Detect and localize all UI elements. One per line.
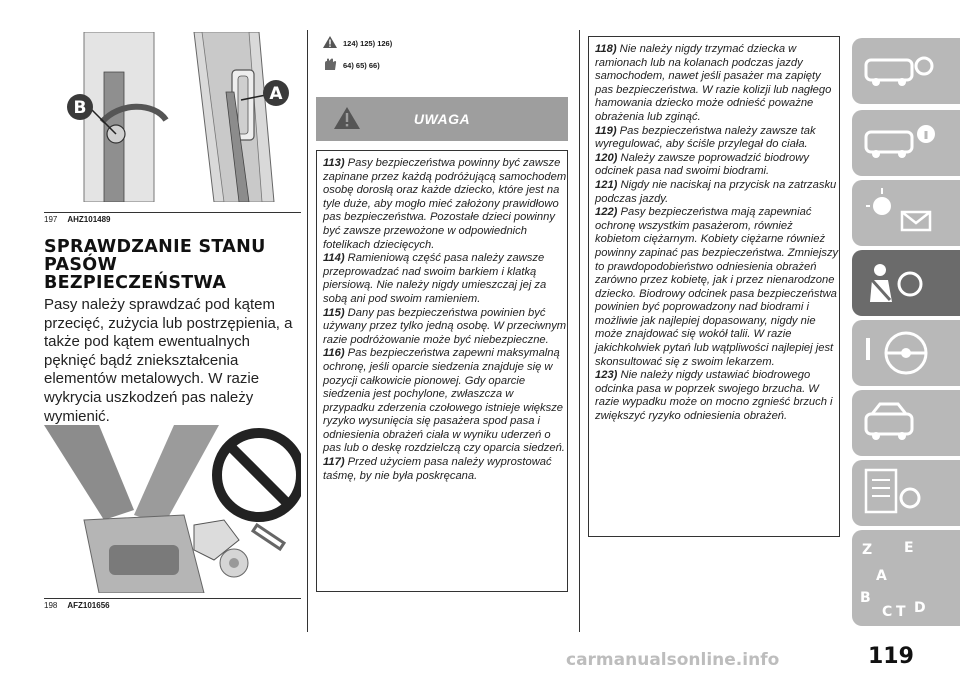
svg-text:A: A [876,568,887,584]
section-title [44,238,301,292]
page-number: 119 [868,644,914,669]
figure-caption [44,212,301,224]
warning-item: 118) Nie należy nigdy trzymać dziecka w ramionach lub na kolanach podczas jazdy samochodem, nawet jeśli pasażer ma zapięty pas bezpieczeństwa. W razie kolizji lub nagłego hamowania dziecko może odnieść poważne obrażenia lub zginąć. [595,43,832,123]
column-divider [307,30,308,632]
figure-197 [44,32,301,202]
car-breakdown-icon [852,390,960,456]
caution-refs-text: 64) 65) 66) [343,60,380,70]
figure-198 [44,425,301,593]
tab-lights-messages[interactable] [852,180,960,246]
warning-item: 116) Pas bezpieczeństwa zapewni maksymalną ochronę, jeśli oparcie siedzenia znajduje się w pozycji całkowicie pionowej. Gdy oparcie siedzenia jest pochylone, zwłaszcza w przypadku zderzenia czołowego istnieje większe ryzyko wysunięcia się pasażera spod pasa i odniesienia obrażeń ciała w wyniku uderzeń o pas lub o deskę rozdzielczą czy oparcia siedzeń. [323,347,565,455]
body-paragraph: Pasy należy sprawdzać pod kątem przecięć, zużycia lub postrzępienia, a także pod kątem ewentualnych pęknięć bądź zniekształcenia elementów metalowych. W razie wykrycia uszkodzeń pas należy wymienić. [44,296,293,425]
warning-box-col2 [588,36,840,537]
seatbelt-pillar-illustration [44,32,301,202]
warning-refs [323,36,392,50]
watermark: carmanualsonline.info [566,650,780,670]
tab-dashboard[interactable] [852,38,960,104]
warning-item: 120) Należy zawsze poprowadzić biodrowy odcinek pasa nad swoimi biodrami. [595,151,809,178]
warning-item: 121) Nigdy nie naciskaj na przycisk na zatrzasku podczas jazdy. [595,178,837,205]
warning-refs-text: 124) 125) 126) [343,38,393,48]
column-divider [579,30,580,632]
warning-item: 114) Ramieniową część pasa należy zawsze przeprowadzać nad swoim barkiem i klatką piersiową. Nie należy nigdy umieszczaj jej za sobą ani pod swoim ramieniem. [323,252,547,305]
hand-icon [323,58,337,72]
svg-text:Z: Z [862,542,873,558]
warning-title: UWAGA [413,111,471,127]
damaged-belt-illustration [44,425,301,593]
label-A: A [269,84,283,104]
warning-item: 115) Dany pas bezpieczeństwa powinien być używany przez tylko jedną osobę. W przeciwnym razie podróżowanie może być niebezpieczne. [323,306,567,346]
figure-number: 198 [44,601,58,610]
section-title-line-2: PASÓW [44,255,118,275]
figure-number: 197 [44,215,58,224]
warning-item: 117) Przed użyciem pasa należy wyprostować taśmę, by nie była poskręcana. [323,456,552,482]
warning-item: 123) Nie należy nigdy ustawiać biodrowego odcinka pasa w poprzek swojego brzucha. W razie wypadku może on mocno zgnieść brzuch i zwiększyć ryzyko odniesienia obrażeń. [595,369,833,423]
service-checklist-icon [852,460,960,526]
tab-emergency[interactable] [852,390,960,456]
warning-triangle-icon [323,36,337,50]
tab-starting-driving[interactable] [852,320,960,386]
light-envelope-icon [852,180,960,246]
warning-box-col1 [316,150,568,592]
warning-banner [316,97,568,141]
car-dashboard-icon [852,38,960,104]
svg-text:E: E [904,540,914,556]
section-title-line-3: BEZPIECZEŃSTWA [44,273,227,293]
warning-item: 113) Pasy bezpieczeństwa powinny być zawsze zapinane przez każdą podróżującą samochodem osobę dorosłą oraz każde dziecko, które jest na tyle duże, aby mogło mieć założony prawidłowo pas bezpieczeństwa. Pozostałe dzieci powinny być zawsze przewożone w odpowiednich fotelikach dziecięcych. [323,157,567,251]
tab-index[interactable] [852,530,960,626]
svg-text:C: C [882,604,893,620]
alphabet-index-icon [852,530,960,626]
tab-safety[interactable] [852,250,960,316]
label-B: B [73,98,87,118]
car-info-icon [852,110,960,176]
svg-text:T: T [896,604,906,620]
tab-car-info[interactable] [852,110,960,176]
steering-wheel-icon [852,320,960,386]
svg-text:D: D [914,600,926,616]
svg-text:B: B [860,590,871,606]
section-title-line-1: SPRAWDZANIE STANU [44,237,266,257]
figure-caption [44,598,301,610]
figure-code: AFZ101656 [67,601,110,610]
caution-refs [323,58,380,72]
warning-item: 119) Pas bezpieczeństwa należy zawsze tak wyregulować, aby ściśle przylegał do ciała. [595,124,816,151]
seatbelt-airbag-icon [852,250,960,316]
figure-code: AHZ101489 [67,215,111,224]
tab-maintenance[interactable] [852,460,960,526]
warning-item: 122) Pasy bezpieczeństwa mają zapewniać ochronę wszystkim pasażerom, również kobietom ciężarnym. Kobiety ciężarne również powinny zapinać pas bezpieczeństwa. Zmniejszy to prawdopodobieństwo odniesienia obrażeń zarówno przez kobietę, jak i przez nienarodzone dziecko. Biodrowy odcinek pasa bezpieczeństwa powinien być poprowadzony nad biodrami i możliwie jak najlepiej dopasowany, nigdy nie może znajdować się wokół talii. W razie jakichkolwiek pytań lub wątpliwości najlepiej jest skonsultować się z swoim lekarzem. [595,206,839,368]
